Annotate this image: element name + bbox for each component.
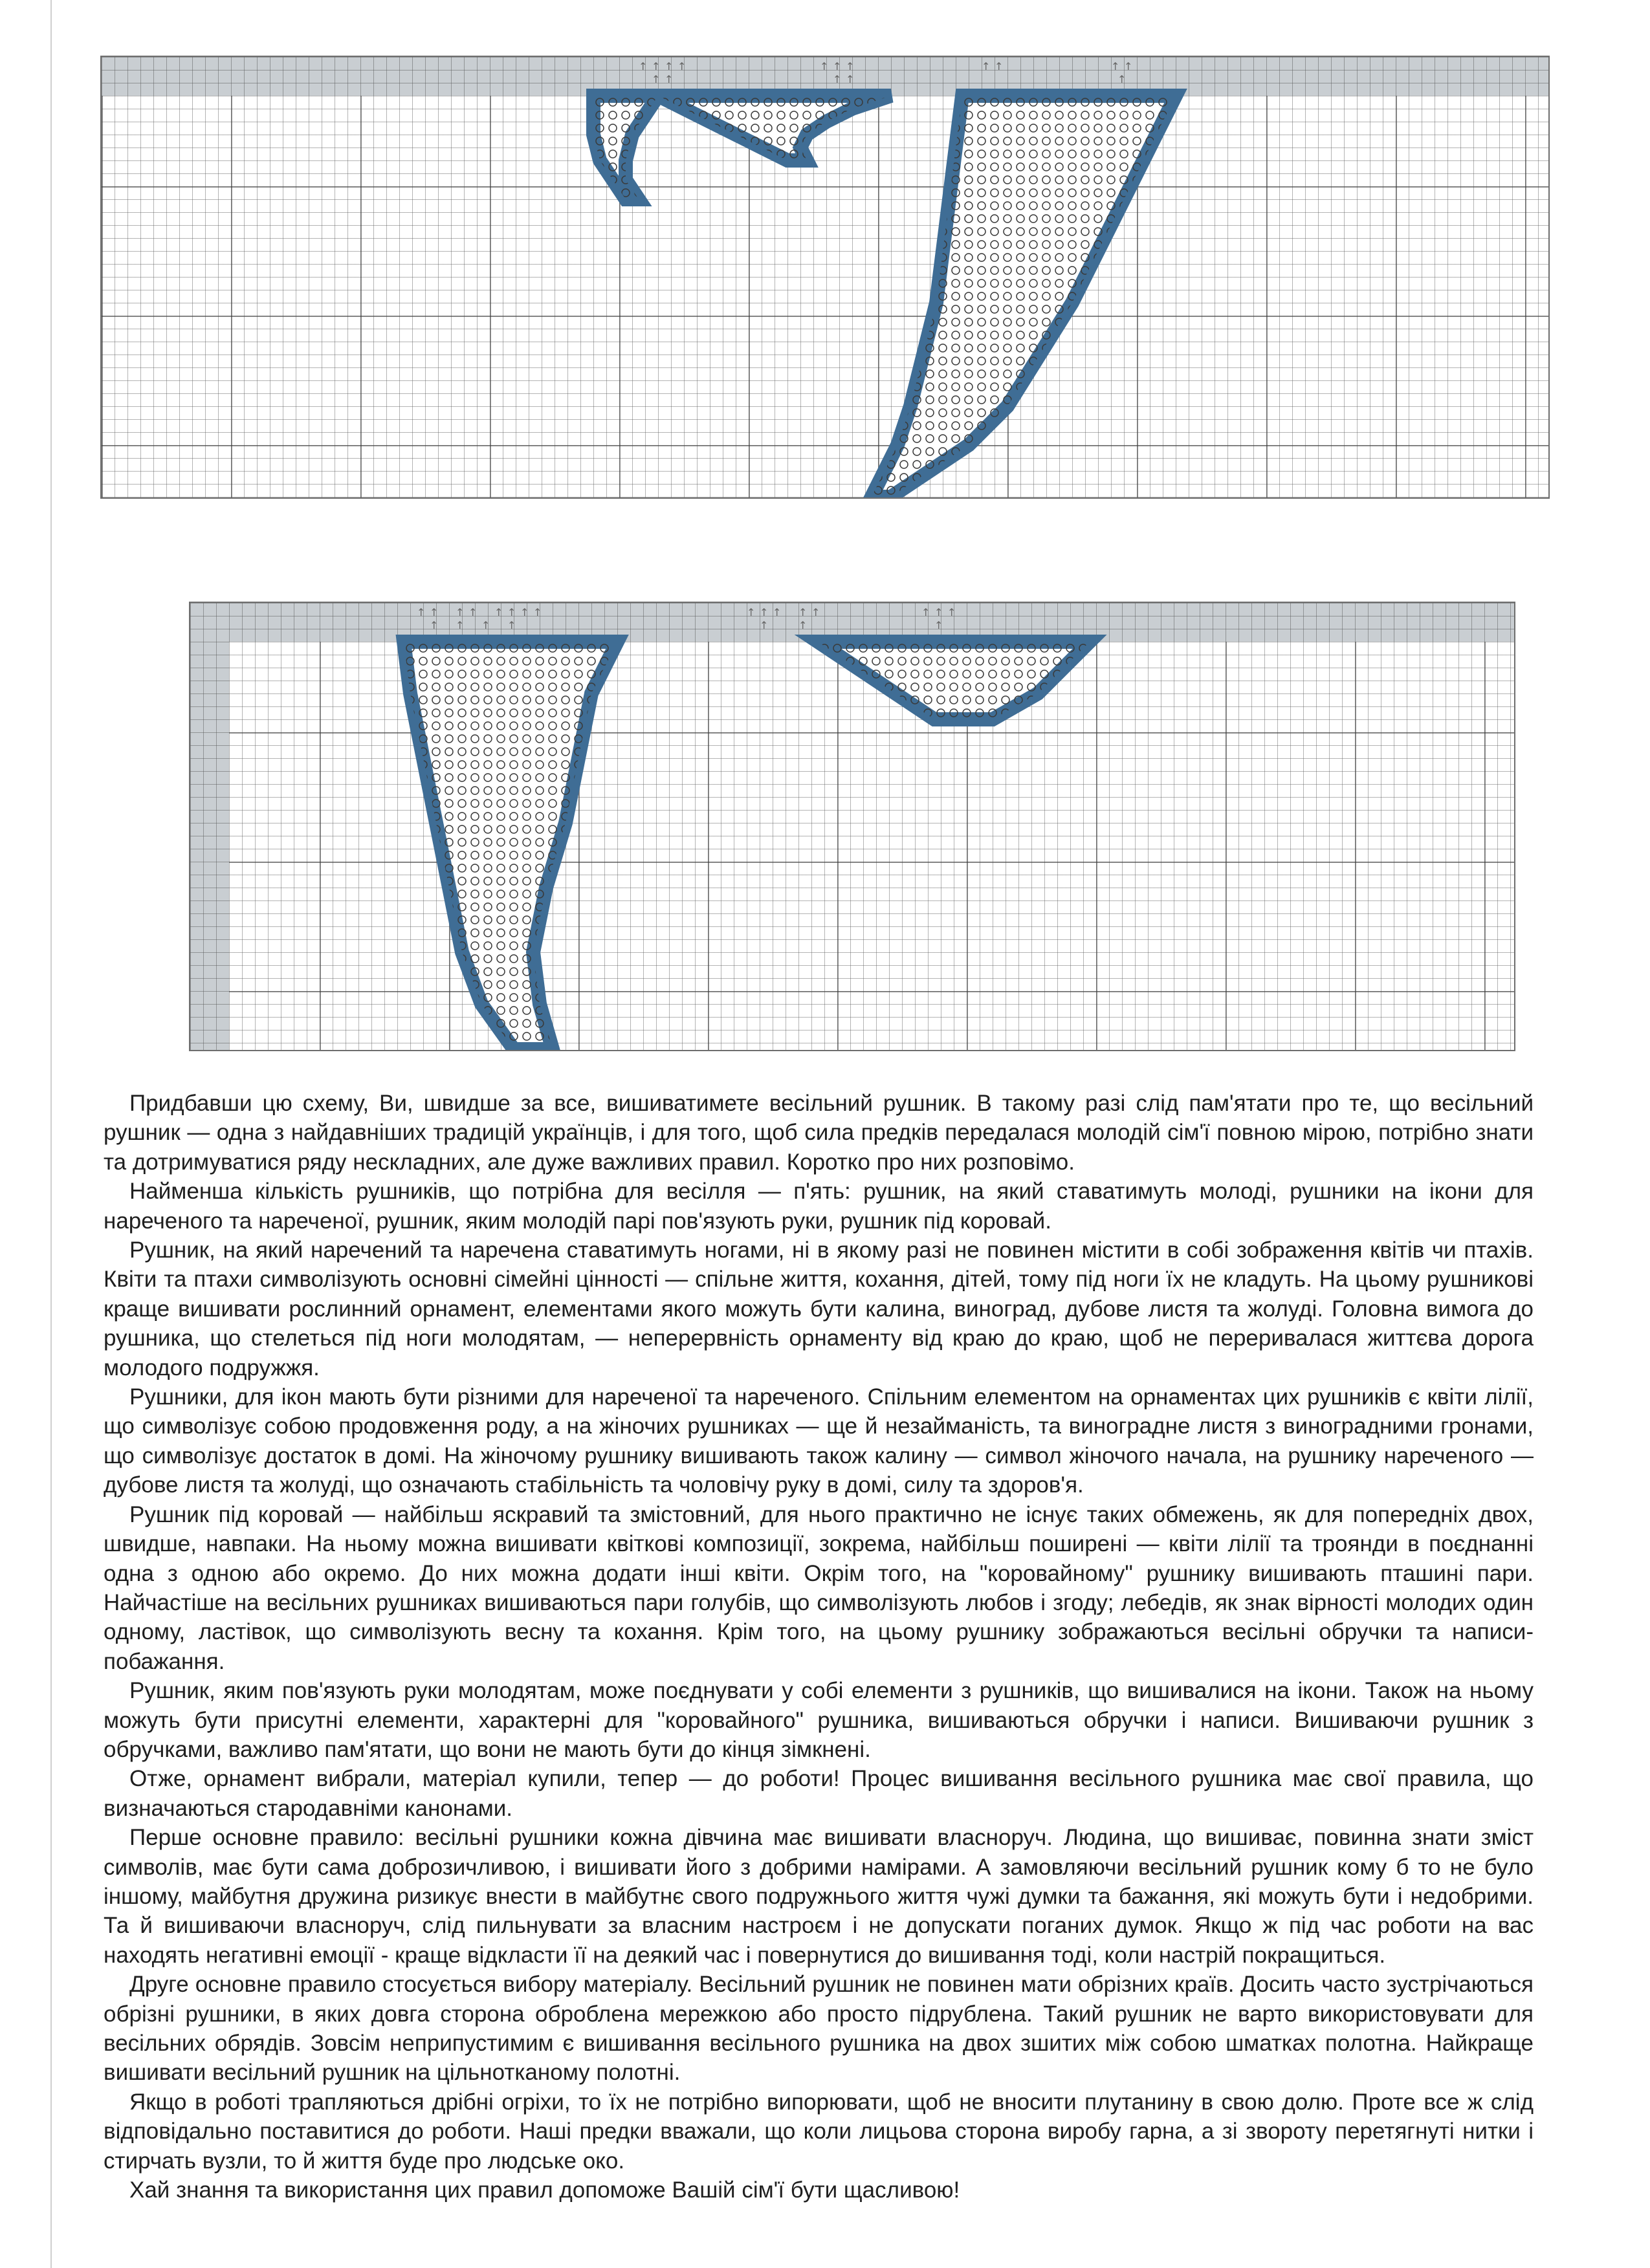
arrow-symbol: ↑ — [520, 606, 529, 618]
arrow-symbol: ↑ — [468, 606, 478, 618]
stitch-band — [818, 642, 1090, 719]
arrow-symbol: ↑ — [995, 60, 1004, 72]
arrow-symbol: ↑ — [760, 619, 769, 631]
arrow-symbol: ↑ — [665, 73, 674, 85]
article-text — [104, 1089, 1534, 2205]
arrow-symbol: ↑ — [430, 619, 439, 631]
paragraph: Рушники, для ікон мають бути різними для нареченої та нареченого. Спільним елементом на орнаментах цих рушників є квіти лілії, що символізує собою продовження роду, а на жіночих рушниках — ще й незайманість, та виноградне листя з виноградними гронами, що символізує достаток в домі. На жіночому рушнику вишивають також калину — символ жіночого начала, на рушнику нареченого — дубове листя та жолуді, що означають стабільність та чоловічу руку в домі, силу та здоров'я. — [104, 1384, 1534, 1498]
paragraph: Друге основне правило стосується вибору матеріалу. Весільний рушник не повинен мати обрізних країв. Досить часто зустрічаються обрізні рушники, в яких довга сторона оброблена мережкою або просто підрублена. Такий рушник не варто використовувати для весільних обрядів. Зовсім неприпустимим є вишивання весільного рушника на двох зшитих між собою шматках полотна. Найкраще вишивати весільний рушник на цільнотканому полотні. — [104, 1972, 1534, 2086]
arrow-symbol: ↑ — [456, 619, 465, 631]
paragraph: Найменша кількість рушників, що потрібна для весілля — п'ять: рушник, на який ставатимуть молоді, рушники на ікони для нареченого та нареченої, рушник, яким молодій парі пов'язують руки, рушник під коровай. — [104, 1179, 1534, 1234]
paragraph: Отже, орнамент вибрали, матеріал купили, тепер — до роботи! Процес вишивання весільного рушника має свої правила, що визначаються стародавніми канонами. — [104, 1766, 1534, 1821]
arrow-symbol: ↑ — [833, 73, 842, 85]
arrow-symbol: ↑ — [846, 60, 855, 72]
arrow-symbol: ↑ — [1111, 60, 1120, 72]
arrow-symbol: ↑ — [747, 606, 756, 618]
cross-stitch-chart-bottom — [189, 602, 1515, 1051]
arrow-symbol: ↑ — [846, 73, 855, 85]
arrow-symbol: ↑ — [934, 606, 943, 618]
arrow-symbol: ↑ — [773, 606, 782, 618]
arrow-symbol: ↑ — [947, 606, 956, 618]
arrow-symbol: ↑ — [507, 619, 516, 631]
paragraph: Хай знання та використання цих правил допоможе Вашій сім'ї бути щасливою! — [129, 2177, 960, 2203]
pattern-motif-bottom — [190, 603, 1515, 1051]
paragraph: Перше основне правило: весільні рушники кожна дівчина має вишивати власноруч. Людина, що вишиває, повинна знати зміст символів, має бути сама доброзичливою, і вишивати його з добрими намірами. А замовляючи весільний рушник кому б то не було іншому, майбутня дружина ризикує внести в майбутнє свого подружнього життя чужі думки та бажання, які можуть бути і недобрими. Та й вишиваючи власноруч, слід пильнувати за власним настроєм і не допускати поганих думок. Якщо ж під час роботи на вас находять негативні емоції - краще відкласти її на деякий час і повернутися до вишивання тоді, коли настрій покращиться. — [104, 1825, 1534, 1968]
cross-stitch-chart-top — [100, 56, 1550, 499]
arrow-symbol: ↑ — [533, 606, 542, 618]
arrow-symbol: ↑ — [760, 606, 769, 618]
arrow-symbol: ↑ — [677, 60, 687, 72]
page-fold-edge — [50, 0, 52, 2268]
arrow-symbol: ↑ — [798, 619, 808, 631]
arrow-symbol: ↑ — [798, 606, 808, 618]
pattern-motif-top — [102, 57, 1550, 499]
arrow-symbol: ↑ — [833, 60, 842, 72]
arrow-symbol: ↑ — [652, 60, 661, 72]
arrow-symbol: ↑ — [639, 60, 648, 72]
paragraph: Придбавши цю схему, Ви, швидше за все, вишиватимете весільний рушник. В такому разі слід пам'ятати про те, що весільний рушник — одна з найдавніших традицій українців, і для того, щоб сила предків передалася молодій сім'ї повною мірою, потрібно знати та дотримуватися ряду нескладних, але дуже важливих правил. Коротко про них розповімо. — [104, 1091, 1534, 1175]
arrow-symbol: ↑ — [456, 606, 465, 618]
arrow-symbol: ↑ — [982, 60, 991, 72]
arrow-symbol: ↑ — [665, 60, 674, 72]
arrow-symbol: ↑ — [494, 606, 503, 618]
arrow-symbol: ↑ — [430, 606, 439, 618]
arrow-symbol: ↑ — [507, 606, 516, 618]
arrow-symbol: ↑ — [1117, 73, 1127, 85]
arrow-symbol: ↑ — [1124, 60, 1133, 72]
paragraph: Рушник під коровай — найбільш яскравий та змістовний, для нього практично не існує таких обмежень, як для попередніх двох, швидше, навпаки. На ньому можна вишивати квіткові композиції, зокрема, найбільш поширені — квіти лілії та троянди в поєднанні одна з одною або окремо. До них можна додати інші квіти. Окрім того, на "коровайному" рушнику вишивають пташині пари. Найчастіше на весільних рушниках вишиваються пари голубів, що символізують любов і згоду; лебедів, як знак вірності молодих один одному, ластівок, що символізують весну та кохання. Крім того, на цьому рушнику зображаються весільні обручки та написи-побажання. — [104, 1501, 1534, 1674]
arrow-symbol: ↑ — [417, 606, 426, 618]
paragraph: Якщо в роботі трапляються дрібні огріхи, то їх не потрібно випорювати, щоб не вносити плутанину в свою долю. Проте все ж слід відповідально поставитися до роботи. Наші предки вважали, що коли лицьова сторона виробу гарна, а зі звороту перетягнуті нитки і стирчать вузли, то й життя буде про людське око. — [104, 2089, 1534, 2174]
arrow-symbol: ↑ — [820, 60, 829, 72]
arrow-symbol: ↑ — [921, 606, 930, 618]
arrow-symbol: ↑ — [481, 619, 490, 631]
arrow-symbol: ↑ — [811, 606, 820, 618]
arrow-symbol: ↑ — [934, 619, 943, 631]
paragraph: Рушник, яким пов'язують руки молодятам, може поєднувати у собі елементи з рушників, що вишивалися на ікони. Також на ньому можуть бути присутні елементи, характерні для "коровайного" рушника, вишиваються обручки і написи. Вишиваючи рушник з обручками, важливо пам'ятати, що вони не мають бути до кінця зімкнені. — [104, 1678, 1534, 1762]
paragraph: Рушник, на який наречений та наречена ставатимуть ногами, ні в якому разі не повинен містити в собі зображення квітів чи птахів. Квіти та птахи символізують основні сімейні цінності — спільне життя, кохання, дітей, тому під ноги їх не кладуть. На цьому рушникові краще вишивати рослинний орнамент, елементами якого можуть бути калина, виноград, дубове листя та жолуді. Головна вимога до рушника, що стелеться під ноги молодятам, — неперервність орнаменту від краю до краю, щоб не переривалася життєва дорога молодого подружжя. — [104, 1238, 1534, 1380]
arrow-symbol: ↑ — [652, 73, 661, 85]
